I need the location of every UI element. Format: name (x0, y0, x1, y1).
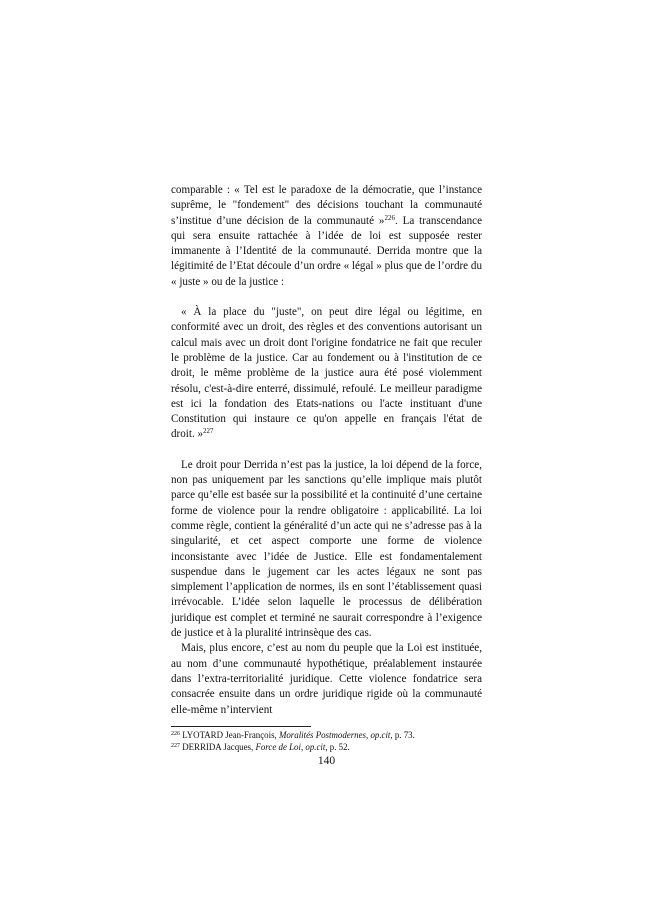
page-body (171, 183, 482, 767)
paragraph-3-text: Mais, plus encore, c’est au nom du peuple que la Loi est instituée, au nom d’une communauté hypothétique, préalablement instaurée dans l’extra-territorialité juridique. Cette violence fondatrice sera consacrée ensuite dans un ordre juridique rigide où la communauté elle-même n’intervient (171, 642, 482, 716)
paragraph-2-text: Le droit pour Derrida n’est pas la justice, la loi dépend de la force, non pas uniquement par les sanctions qu’elle implique mais plutôt parce qu’elle est basée sur la possibilité et la continuité d’une certaine forme de violence pour la rendre obligatoire : applicabilité. La loi comme règle, contient la généralité d’un acte qui ne s’adresse pas à la singularité, et cet aspect comporte une forme de violence inconsistante avec l’idée de Justice. Elle est fondamentalement suspendue dans le jugement car les actes légaux ne sont pas simplement l’application de normes, ils en sont l’établissement quasi irrévocable. L’idée selon laquelle le processus de délibération juridique est complet et terminé ne saurait correspondre à l’exigence de justice et à la pluralité intrinsèque des cas. (171, 458, 482, 640)
footnote-title: Force de Loi (255, 741, 301, 752)
paragraph-1-text: comparable : « Tel est le paradoxe de la démocratie, que l’instance suprême, le "fondement" des décisions touchant la communauté s’institue d’une décision de la communauté » (171, 184, 482, 227)
footnotes (171, 729, 482, 753)
footnote-sep: , (366, 729, 371, 740)
footnote-separator (171, 726, 311, 727)
footnote-sep: , (300, 741, 306, 752)
footnote-number: 227 (171, 742, 180, 749)
footnote-ref-227[interactable]: 227 (203, 427, 214, 436)
footnote-title: Moralités Postmodernes (278, 729, 366, 740)
footnote-ref: op.cit (305, 741, 326, 752)
paragraph-2 (171, 458, 482, 642)
footnote-number: 226 (171, 730, 180, 737)
footnote-page: , p. 52. (325, 741, 350, 752)
footnote-ref: op.cit (370, 729, 391, 740)
footnote-226 (171, 729, 482, 741)
footnote-page: , p. 73. (390, 729, 415, 740)
page-number: 140 (317, 754, 336, 767)
paragraph-3 (171, 641, 482, 717)
paragraph-1-text-after: . La transcendance qui sera ensuite rattachée à l’idée de loi est supposée rester immanente à l’Identité de la communauté. Derrida montre que la légitimité de l’Etat découle d’un ordre « légal » plus que de l’ordre du « juste » ou de la justice : (171, 214, 482, 288)
footnote-ref-226[interactable]: 226 (384, 213, 395, 222)
block-quote (171, 305, 482, 443)
footnote-author: LYOTARD Jean-François, (182, 729, 279, 740)
block-quote-text: « À la place du "juste", on peut dire légal ou légitime, en conformité avec un droit, des règles et des conventions autorisant un calcul mais avec un droit dont l'origine fondatrice ne fait que reculer le problème de la justice. Car au fondement ou à l'institution de ce droit, le même problème de la justice aura été posé violemment résolu, c'est-à-dire enterré, dissimulé, refoulé. Le meilleur paradigme est ici la fondation des Etats-nations ou l'acte instituant d'une Constitution qui instaure ce qu'on appelle en français l'état de droit. » (171, 306, 482, 441)
paragraph-1 (171, 183, 482, 290)
footnote-author: DERRIDA Jacques, (182, 741, 256, 752)
footnote-227 (171, 741, 482, 753)
